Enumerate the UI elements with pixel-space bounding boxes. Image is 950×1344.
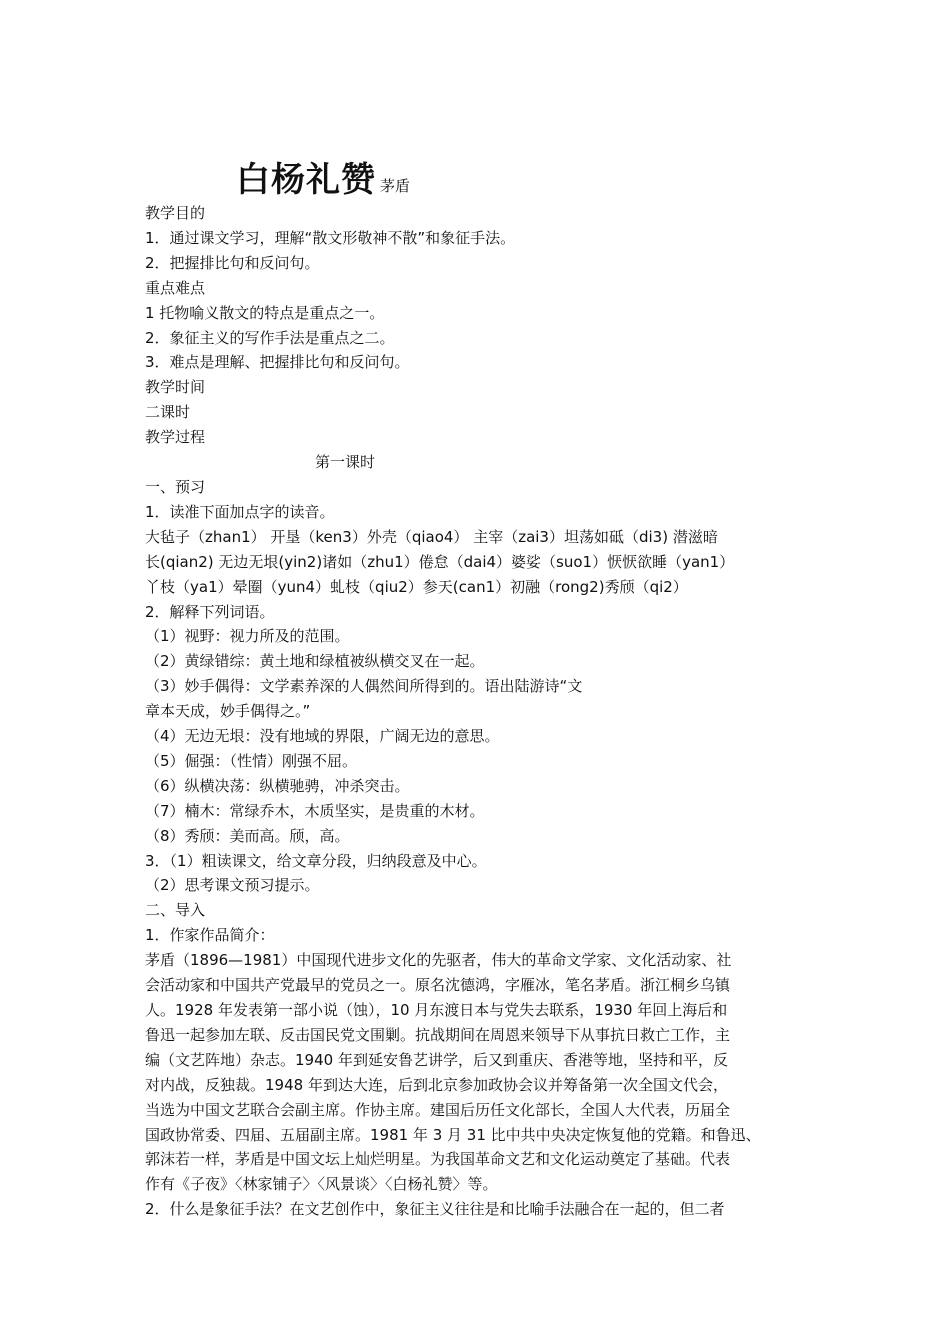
text-line: 作有《子夜》〈林家铺子〉〈风景谈〉〈白杨礼赞〉等。 [145,1175,498,1194]
text-line: （3）妙手偶得：文学素养深的人偶然间所得到的。语出陆游诗“文 [145,677,583,696]
text-line: 1．通过课文学习，理解“散文形敬神不散”和象征手法。 [145,228,516,247]
page-title: 白杨礼赞 [236,160,376,200]
text-line: 一、预习 [145,477,206,496]
text-line: 大毡子（zhan1） 开垦（ken3）外壳（qiao4） 主宰（zai3）坦荡如砥（di3) 潜滋暗 [145,527,718,546]
text-line: 会活动家和中国共产党最早的党员之一。原名沈德鸿，字雁冰，笔名茅盾。浙江桐乡乌镇 [145,976,731,995]
text-line: 教学时间 [145,378,206,397]
text-line: 2．解释下列词语。 [145,602,275,621]
text-line: 二课时 [145,403,191,422]
document-body [145,201,825,1222]
text-line: 2．把握排比句和反问句。 [145,253,320,272]
text-line: 编（文艺阵地）杂志。1940 年到延安鲁艺讲学，后又到重庆、香港等地，坚持和平，反 [145,1050,728,1069]
text-line: 教学过程 [145,428,206,447]
text-line: 国政协常委、四届、五届副主席。1981 年 3 月 31 比中共中央决定恢复他的党籍。和鲁迅、 [145,1125,761,1144]
text-line: 1．作家作品简介： [145,926,275,945]
text-line: 郭沫若一样，茅盾是中国文坛上灿烂明星。为我国革命文艺和文化运动奠定了基础。代表 [145,1150,731,1169]
text-line: （4）无边无垠：没有地域的界限，广阔无边的意思。 [145,727,500,746]
text-line: 丫枝（ya1）晕圈（yun4）虬枝（qiu2）参天(can1）初融（rong2)秀颀（qi2） [145,577,688,596]
text-line: 二、导入 [145,901,206,920]
text-line: 2．什么是象征手法？在文艺创作中，象征主义往往是和比喻手法融合在一起的，但二者 [145,1200,725,1219]
text-line: （8）秀颀：美而高。颀，高。 [145,826,350,845]
text-line: 3．难点是理解、把握排比句和反问句。 [145,353,410,372]
author-name: 茅盾 [380,177,411,195]
text-line: 人。1928 年发表第一部小说（蚀），10 月东渡日本与党失去联系，1930 年回上海后和 [145,1001,728,1019]
text-line: （7）楠木：常绿乔木，木质坚实，是贵重的木材。 [145,801,485,820]
text-line: （5）倔强：（性情）刚强不屈。 [145,751,358,770]
text-line: 茅盾（1896—1981）中国现代进步文化的先驱者，伟大的革命文学家、文化活动家、社 [145,951,732,970]
text-line: （1）视野：视力所及的范围。 [145,627,350,646]
text-line: 对内战，反独裁。1948 年到达大连，后到北京参加政协会议并筹备第一次全国文代会， [145,1075,728,1094]
text-line: 重点难点 [145,278,206,297]
text-line: 当选为中国文艺联合会副主席。作协主席。建国后历任文化部长，全国人大代表，历届全 [145,1100,731,1119]
text-line: 3．（1）粗读课文，给文章分段，归纳段意及中心。 [145,851,487,870]
text-line: 1 托物喻义散文的特点是重点之一。 [145,303,385,322]
text-line: 长(qian2) 无边无垠(yin2)诸如（zhu1）倦怠（dai4）婆娑（suo1）恹恹欲睡（yan1） [145,552,735,571]
title-row [236,152,410,201]
text-line: （6）纵横决荡：纵横驰骋，冲杀突击。 [145,776,410,795]
text-line: 鲁迅一起参加左联、反击国民党文围剿。抗战期间在周恩来领导下从事抗日救亡工作，主 [145,1025,731,1044]
text-line: 教学目的 [145,204,206,222]
text-line: （2）思考课文预习提示。 [145,876,320,895]
text-line: （2）黄绿错综：黄土地和绿植被纵横交叉在一起。 [145,652,485,671]
text-line: 2．象征主义的写作手法是重点之二。 [145,328,395,347]
text-line: 1．读准下面加点字的读音。 [145,502,335,521]
text-line: 章本天成，妙手偶得之。” [145,702,311,721]
section-heading: 第一课时 [315,453,376,472]
